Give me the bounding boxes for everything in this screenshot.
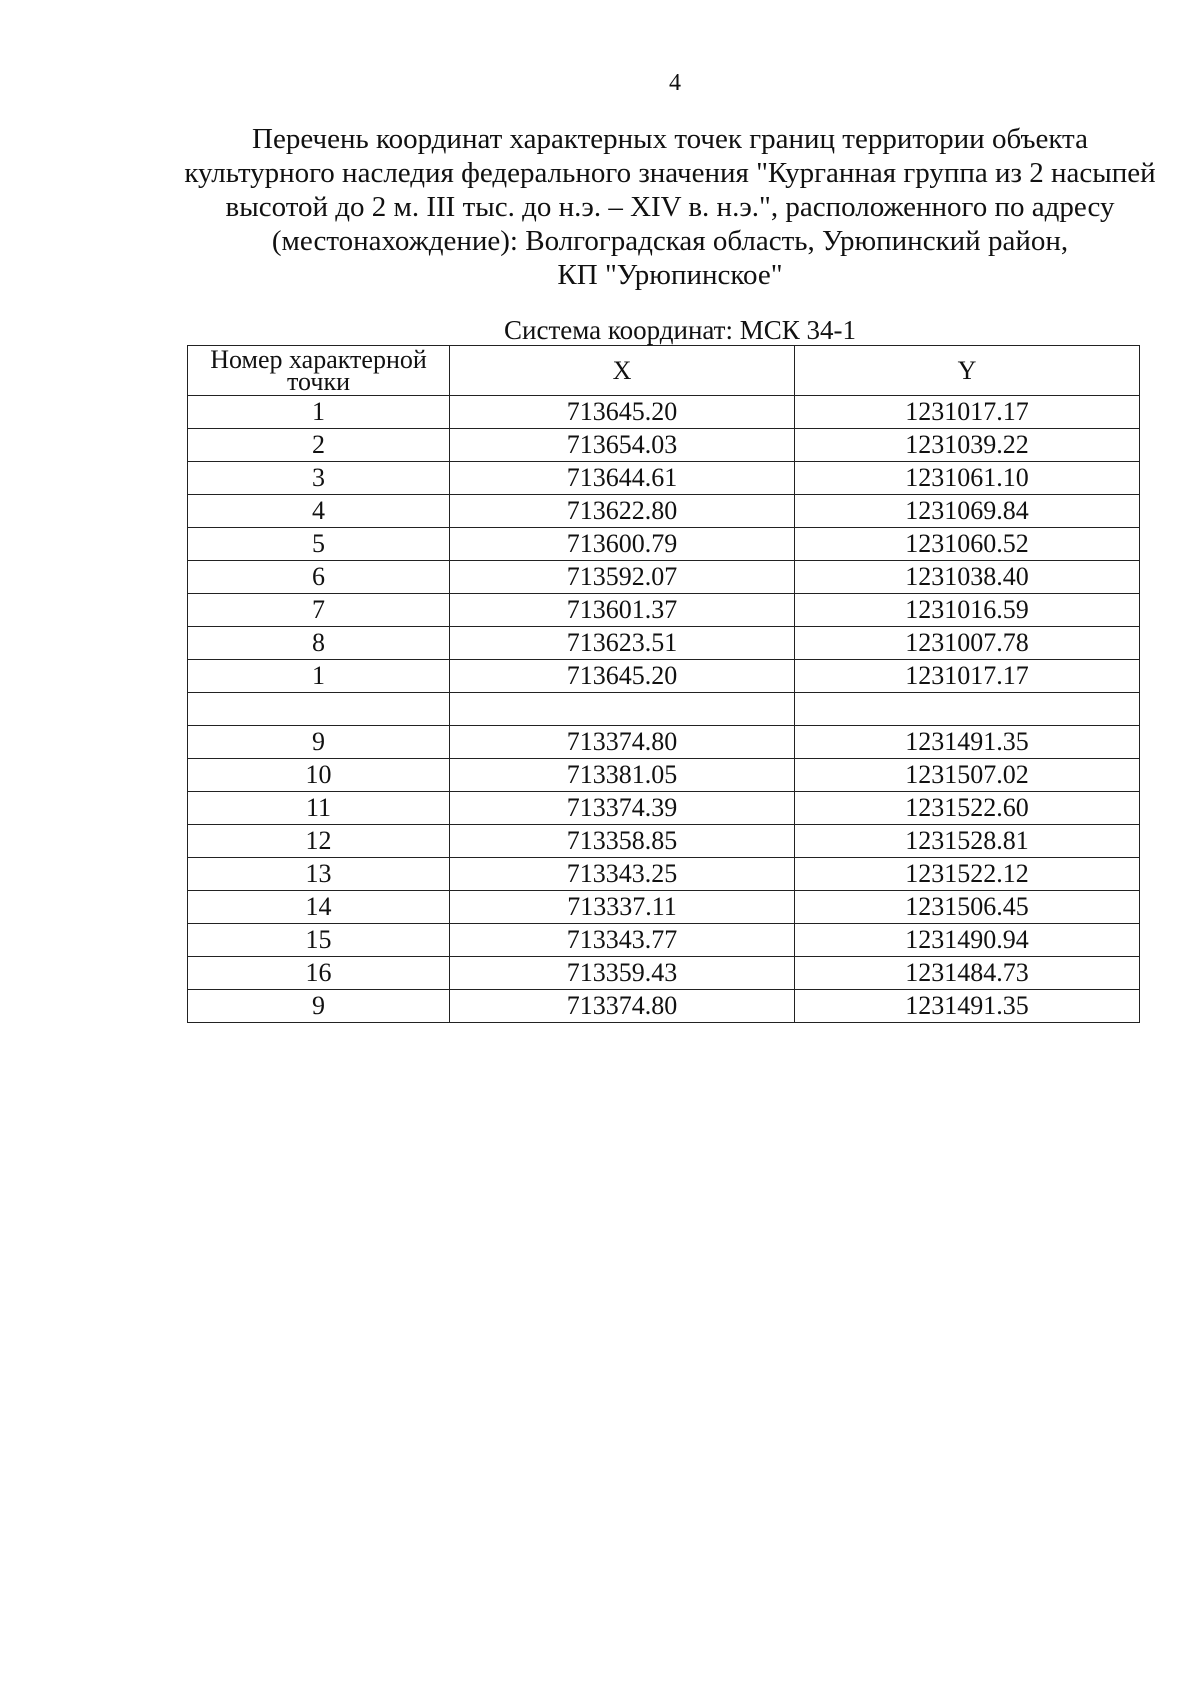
coordinate-system-caption: Система координат: МСК 34-1 — [504, 315, 856, 345]
header-x: X — [450, 346, 795, 396]
cell-point-number: 2 — [188, 429, 450, 462]
cell-x: 713359.43 — [450, 957, 795, 990]
cell-point-number: 1 — [188, 396, 450, 429]
table-row — [188, 792, 1140, 825]
table-row — [188, 726, 1140, 759]
cell-x: 713645.20 — [450, 396, 795, 429]
table-row — [188, 924, 1140, 957]
cell-x: 713654.03 — [450, 429, 795, 462]
cell-y: 1231484.73 — [795, 957, 1140, 990]
cell-y: 1231038.40 — [795, 561, 1140, 594]
cell-y: 1231069.84 — [795, 495, 1140, 528]
cell-point-number: 12 — [188, 825, 450, 858]
cell-x: 713374.80 — [450, 990, 795, 1023]
coordinates-table — [187, 345, 1140, 1023]
cell-point-number: 15 — [188, 924, 450, 957]
cell-x — [450, 693, 795, 726]
table-body — [188, 396, 1140, 1023]
cell-point-number: 9 — [188, 990, 450, 1023]
table-row — [188, 561, 1140, 594]
cell-x: 713622.80 — [450, 495, 795, 528]
cell-point-number: 9 — [188, 726, 450, 759]
title-line: высотой до 2 м. III тыс. до н.э. – XIV в. н.э.", расположенного по адресу — [225, 191, 1115, 223]
cell-x: 713601.37 — [450, 594, 795, 627]
cell-y: 1231016.59 — [795, 594, 1140, 627]
cell-point-number — [188, 693, 450, 726]
cell-y: 1231007.78 — [795, 627, 1140, 660]
table-row — [188, 627, 1140, 660]
cell-y: 1231507.02 — [795, 759, 1140, 792]
cell-y: 1231491.35 — [795, 990, 1140, 1023]
table-row — [188, 396, 1140, 429]
cell-y: 1231528.81 — [795, 825, 1140, 858]
cell-y: 1231506.45 — [795, 891, 1140, 924]
cell-x: 713337.11 — [450, 891, 795, 924]
table-row — [188, 660, 1140, 693]
cell-point-number: 11 — [188, 792, 450, 825]
table-row — [188, 495, 1140, 528]
cell-y: 1231491.35 — [795, 726, 1140, 759]
cell-x: 713600.79 — [450, 528, 795, 561]
title-line: Перечень координат характерных точек границ территории объекта — [252, 123, 1088, 155]
header-y: Y — [795, 346, 1140, 396]
table-row — [188, 528, 1140, 561]
cell-x: 713343.77 — [450, 924, 795, 957]
table-row — [188, 462, 1140, 495]
document-title — [180, 122, 1160, 292]
table-row — [188, 825, 1140, 858]
page-number: 4 — [669, 70, 681, 96]
title-line: КП "Урюпинское" — [557, 259, 783, 291]
cell-y: 1231061.10 — [795, 462, 1140, 495]
cell-x: 713358.85 — [450, 825, 795, 858]
cell-y: 1231522.60 — [795, 792, 1140, 825]
cell-point-number: 3 — [188, 462, 450, 495]
table-row — [188, 429, 1140, 462]
cell-y: 1231017.17 — [795, 660, 1140, 693]
cell-point-number: 13 — [188, 858, 450, 891]
title-line: (местонахождение): Волгоградская область, Урюпинский район, — [271, 225, 1069, 257]
table-row — [188, 990, 1140, 1023]
cell-y: 1231490.94 — [795, 924, 1140, 957]
cell-point-number: 5 — [188, 528, 450, 561]
table-row — [188, 858, 1140, 891]
cell-x: 713644.61 — [450, 462, 795, 495]
cell-point-number: 1 — [188, 660, 450, 693]
table-row — [188, 594, 1140, 627]
cell-x: 713381.05 — [450, 759, 795, 792]
cell-x: 713645.20 — [450, 660, 795, 693]
cell-x: 713374.80 — [450, 726, 795, 759]
cell-x: 713343.25 — [450, 858, 795, 891]
header-point-number-line1: Номер характерной — [210, 344, 427, 374]
cell-y: 1231039.22 — [795, 429, 1140, 462]
table-row — [188, 693, 1140, 726]
header-point-number-line2: точки — [287, 366, 350, 396]
cell-x: 713592.07 — [450, 561, 795, 594]
cell-point-number: 7 — [188, 594, 450, 627]
header-point-number — [188, 346, 450, 396]
cell-y — [795, 693, 1140, 726]
title-line: культурного наследия федерального значения "Курганная группа из 2 насыпей — [184, 157, 1156, 189]
table-row — [188, 957, 1140, 990]
cell-point-number: 6 — [188, 561, 450, 594]
cell-x: 713623.51 — [450, 627, 795, 660]
cell-point-number: 10 — [188, 759, 450, 792]
cell-y: 1231522.12 — [795, 858, 1140, 891]
cell-point-number: 16 — [188, 957, 450, 990]
table-header-row — [188, 346, 1140, 396]
table-row — [188, 759, 1140, 792]
cell-y: 1231060.52 — [795, 528, 1140, 561]
cell-point-number: 14 — [188, 891, 450, 924]
cell-y: 1231017.17 — [795, 396, 1140, 429]
cell-point-number: 4 — [188, 495, 450, 528]
table-row — [188, 891, 1140, 924]
cell-x: 713374.39 — [450, 792, 795, 825]
cell-point-number: 8 — [188, 627, 450, 660]
